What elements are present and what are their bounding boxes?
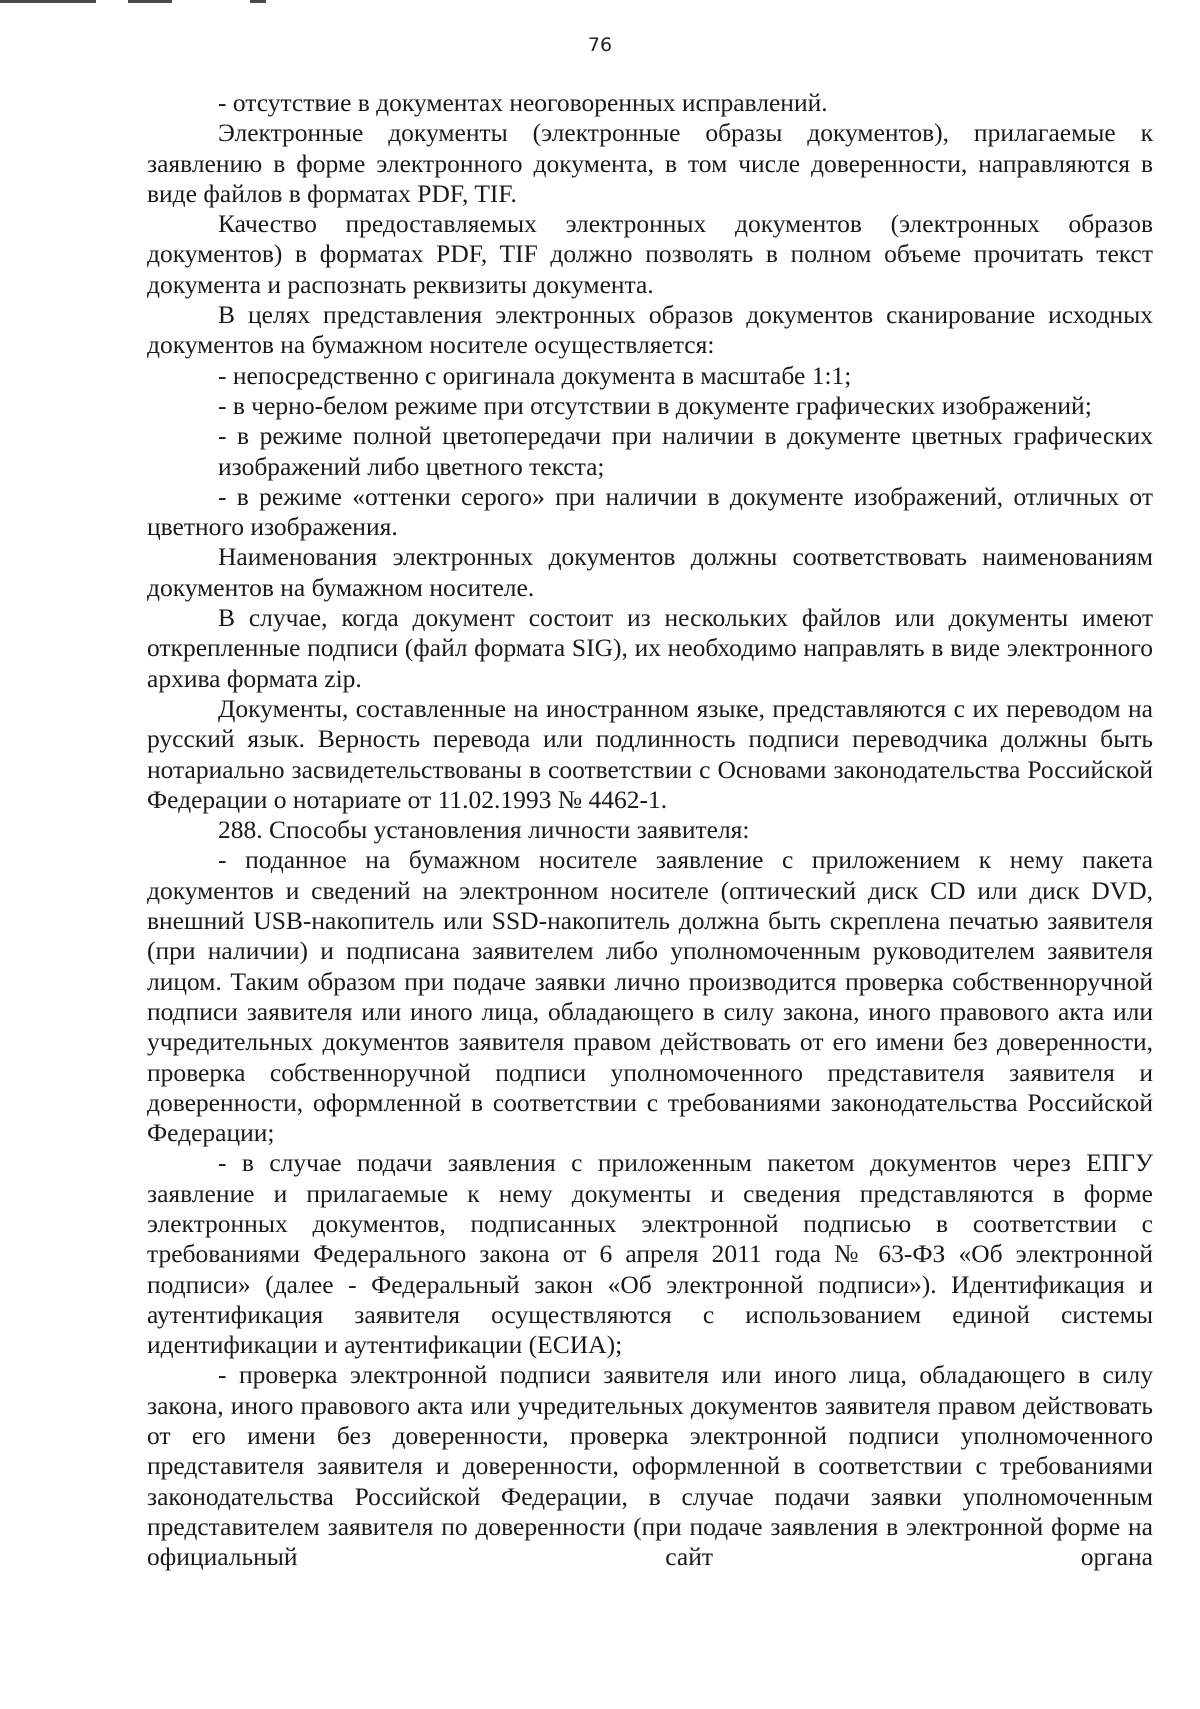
paragraph: Документы, составленные на иностранном языке, представляются с их переводом на русский язык. Верность перевода или подлинность подписи переводчика должны быть нотариально засвидетельствованы в соответствии с Основами законодательства Российской Федерации о нотариате от 11.02.1993 № 4462-1. [147, 693, 1153, 814]
paragraph: В целях представления электронных образов документов сканирование исходных документов на бумажном носителе осуществляется: [147, 300, 1153, 360]
list-item: - непосредственно с оригинала документа в масштабе 1:1; [218, 360, 852, 390]
paragraph: Электронные документы (электронные образы документов), прилагаемые к заявлению в форме электронного документа, в том числе доверенности, направляются в виде файлов в форматах PDF, TIF. [147, 118, 1153, 208]
document-body [147, 88, 1153, 1573]
section-heading: 288. Способы установления личности заявителя: [218, 815, 750, 845]
paragraph: - отсутствие в документах неоговоренных исправлений. [218, 88, 828, 117]
scan-edge-mark [0, 0, 96, 3]
list-item: - в черно-белом режиме при отсутствии в документе графических изображений; [218, 390, 1092, 420]
list-item: - поданное на бумажном носителе заявление с приложением к нему пакета документов и сведений на электронном носителе (оптический диск CD или диск DVD, внешний USB-накопитель или SSD-накопитель должна быть скреплена печатью заявителя (при наличии) и подписана заявителем либо уполномоченным руководителем заявителя лицом. Таким образом при подаче заявки лично производится проверка собственноручной подписи заявителя или иного лица, обладающего в силу закона, иного правового акта или учредительных документов заявителя правом действовать от его имени без доверенности, проверка собственноручной подписи уполномоченного представителя заявителя и доверенности, оформленной в соответствии с требованиями законодательства Российской Федерации; [147, 845, 1153, 1148]
list-item: - в случае подачи заявления с приложенным пакетом документов через ЕПГУ заявление и прилагаемые к нему документы и сведения представляются в форме электронных документов, подписанных электронной подписью в соответствии с требованиями Федерального закона от 6 апреля 2011 года № 63-ФЗ «Об электронной подписи» (далее - Федеральный закон «Об электронной подписи»). Идентификация и аутентификация заявителя осуществляются с использованием единой системы идентификации и аутентификации (ЕСИА); [147, 1148, 1153, 1360]
paragraph: Наименования электронных документов должны соответствовать наименованиям документов на бумажном носителе. [147, 542, 1153, 602]
page-number: 76 [587, 34, 613, 56]
list-item: - проверка электронной подписи заявителя или иного лица, обладающего в силу закона, иного правового акта или учредительных документов заявителя правом действовать от его имени без доверенности, проверка электронной подписи уполномоченного представителя заявителя и доверенности, оформленной в соответствии с требованиями законодательства Российской Федерации, в случае подачи заявки уполномоченным представителем заявителя по доверенности (при подаче заявления в электронной форме на официальный сайт органа [147, 1360, 1153, 1572]
scan-edge-mark [250, 0, 266, 3]
paragraph: Качество предоставляемых электронных документов (электронных образов документов) в форматах PDF, TIF должно позволять в полном объеме прочитать текст документа и распознать реквизиты документа. [147, 209, 1153, 299]
scan-edge-mark [128, 0, 172, 3]
paragraph: В случае, когда документ состоит из нескольких файлов или документы имеют открепленные подписи (файл формата SIG), их необходимо направлять в виде электронного архива формата zip. [147, 603, 1153, 693]
list-item: - в режиме полной цветопередачи при наличии в документе цветных графических изображений либо цветного текста; [218, 421, 1153, 481]
list-item: - в режиме «оттенки серого» при наличии в документе изображений, отличных от цветного изображения. [147, 481, 1153, 542]
